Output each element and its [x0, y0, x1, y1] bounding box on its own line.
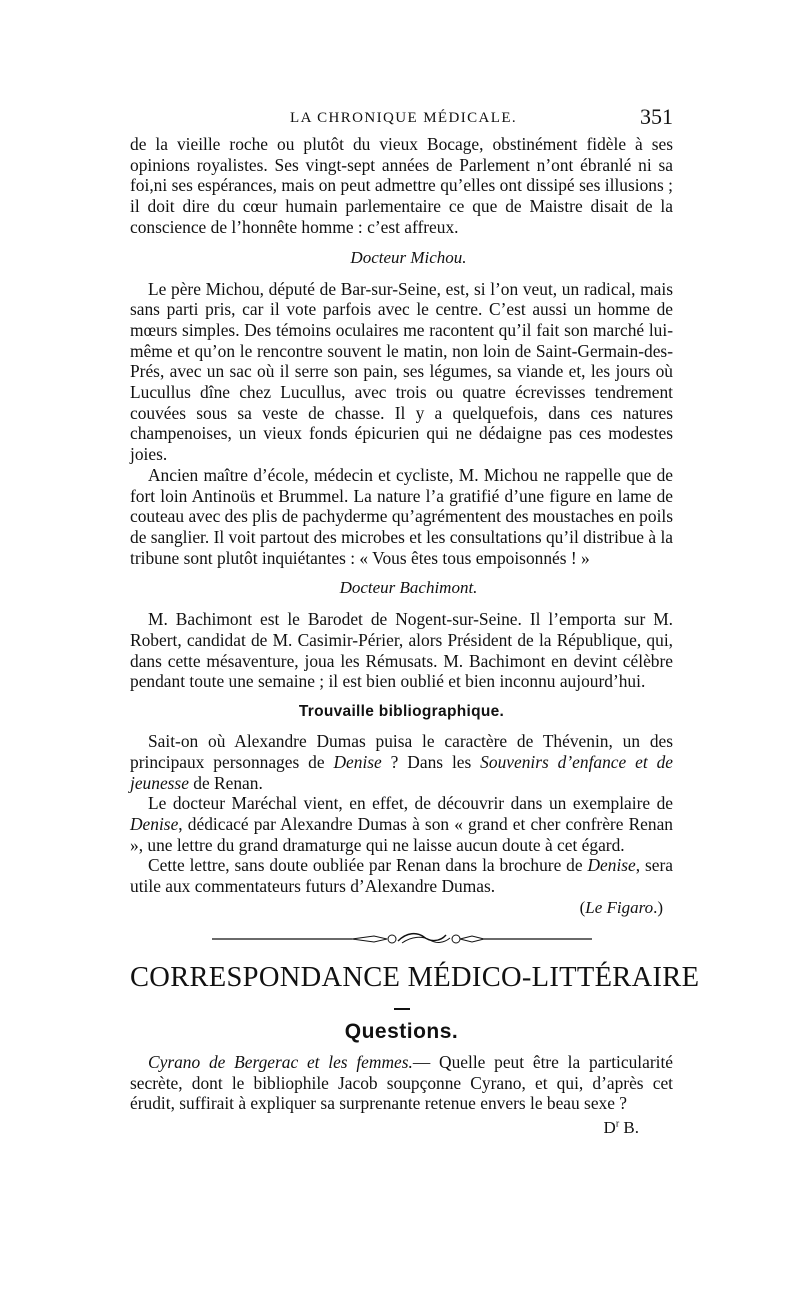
- question-1-text: — Quelle peut être la particularité secrète, dont le bibliophile Jacob soupçonne Cyrano, et qui, d’après cet érudit, suffirait à expliquer sa surprenante retenue envers le beau sexe ?: [130, 1051, 673, 1114]
- paragraph-6: [130, 793, 673, 855]
- source-citation: [130, 897, 663, 918]
- p5-text-b: ? Dans les: [381, 751, 481, 772]
- paragraph-7: [130, 855, 673, 896]
- source-close: .): [653, 897, 663, 917]
- p7-text-b: , sera utile aux commentateurs futurs d’Alexandre Dumas.: [130, 855, 673, 897]
- p6-title-denise: Denise: [130, 813, 179, 834]
- signature-michou: Docteur Michou.: [350, 247, 467, 267]
- signoff-sup: r: [615, 1118, 620, 1130]
- paragraph-4: M. Bachimont est le Barodet de Nogent-sur-Seine. Il l’emporta sur M. Robert, candidat de M. Casimir-Périer, alors Président de la République, qui, dans cette mésaventure, joua les Rémusats. M. Bachimont en devint célèbre pendant toute une semaine ; il est bien oublié et bien inconnu aujourd’hui.: [130, 609, 673, 692]
- section-heading-correspondance: CORRESPONDANCE MÉDICO-LITTÉRAIRE: [130, 961, 700, 993]
- heading-dash: [394, 1008, 410, 1010]
- question-signoff: [130, 1118, 639, 1138]
- p7-text-a: Cette lettre, sans doute oubliée par Renan dans la brochure de: [148, 855, 588, 876]
- paragraph-1: de la vieille roche ou plutôt du vieux Bocage, obstinément fidèle à ses opinions royalistes. Ses vingt-sept années de Parlement n’ont ébranlé ni sa foi,ni ses espérances, mais on peut admettre qu’elles ont dissipé ses illusions ; il doit dire du cœur humain parlementaire ce que de Maistre disait de la conscience de l’honnête homme : c’est affreux.: [130, 134, 673, 237]
- running-head: [130, 104, 673, 134]
- question-1: [130, 1052, 673, 1114]
- page: [130, 104, 700, 1138]
- paragraph-5: [130, 731, 673, 793]
- p7-title-denise: Denise: [587, 855, 636, 876]
- p5-text-c: de Renan.: [188, 772, 263, 793]
- paragraph-2: Le père Michou, député de Bar-sur-Seine, est, si l’on veut, un radical, mais sans parti pris, car il vote parfois avec le centre. C’est aussi un homme de mœurs simples. Des témoins oculaires me racontent qu’il fait son marché lui-même et qu’on le rencontre souvent le matin, non loin de Saint-Germain-des-Prés, avec un sac où il serre son pain, ses légumes, sa viande et, les jours où Lucullus dîne chez Lucullus, avec trois ou quatre écrevisses tendrement couvées sous sa veste de chasse. Il y a quelquefois, dans ces natures champenoises, un vieux fonds épicurien qui ne dédaigne pas ces modestes joies.: [130, 278, 673, 465]
- paragraph-3: Ancien maître d’école, médecin et cycliste, M. Michou ne rappelle que de fort loin Antinoüs et Brummel. La nature l’a gratifié d’une figure en lame de couteau avec des plis de pachyderme qu’agrémentent des moustaches en poils de sanglier. Il voit partout des microbes et les consultations qu’il distribue à la tribune sont plutôt inquiétantes : « Vous êtes tous empoisonnés ! »: [130, 464, 673, 568]
- source-name: Le Figaro: [585, 897, 654, 917]
- p5-title-souvenirs: Souvenirs d’enfance et de jeunesse: [130, 751, 673, 793]
- p5-title-denise: Denise: [333, 751, 382, 772]
- page-number: 351: [640, 104, 673, 129]
- signature-bachimont: Docteur Bachimont.: [339, 578, 478, 598]
- subheading-questions: Questions.: [344, 1019, 459, 1043]
- p5-text-a: Sait-on où Alexandre Dumas puisa le caractère de Thévenin, un des principaux personnages de: [130, 731, 673, 772]
- signoff-d: D: [603, 1117, 616, 1137]
- question-1-title: Cyrano de Bergerac et les femmes.: [148, 1051, 413, 1072]
- source-open: (: [579, 897, 586, 917]
- signoff-b: B.: [619, 1117, 639, 1137]
- ornament-divider-icon: [202, 930, 602, 948]
- p6-text-a: Le docteur Maréchal vient, en effet, de découvrir dans un exemplaire de: [148, 793, 673, 814]
- section-heading-trouvaille: Trouvaille bibliographique.: [298, 703, 505, 721]
- p6-text-b: , dédicacé par Alexandre Dumas à son « grand et cher confrère Renan », une lettre du grand dramaturge qui ne laisse aucun doute à cet égard.: [130, 813, 673, 855]
- running-title: LA CHRONIQUE MÉDICALE.: [290, 110, 518, 126]
